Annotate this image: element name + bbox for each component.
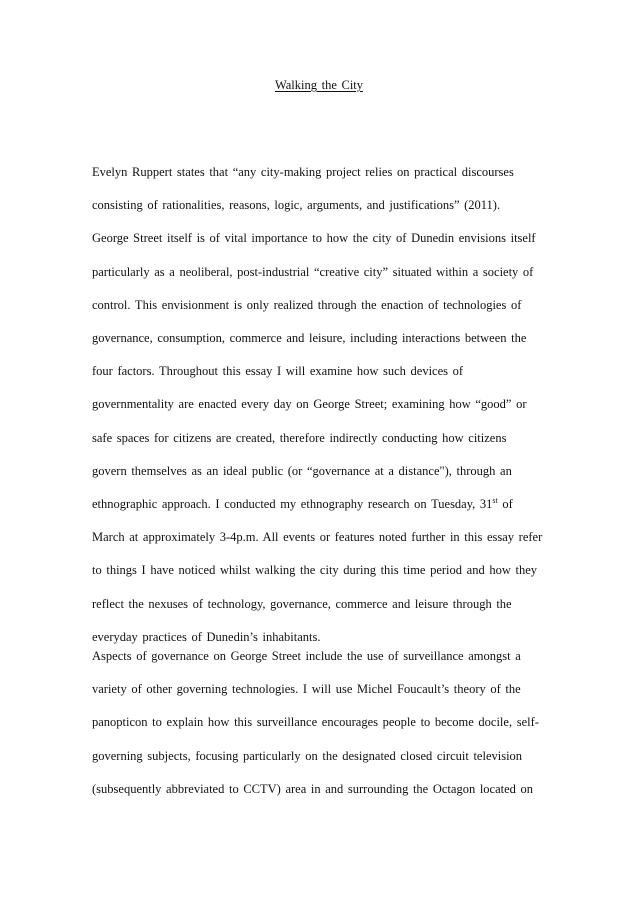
paragraph-line: Aspects of governance on George Street include the use of surveillance amongst a — [92, 649, 521, 663]
paragraph-line: to things I have noticed whilst walking the city during this time period and how they — [92, 563, 537, 578]
line-text: ethnographic approach. I conducted my ethnography research on Tuesday, 31 — [92, 497, 493, 512]
paragraph-line: variety of other governing technologies. I will use Michel Foucault’s theory of the — [92, 682, 521, 697]
ordinal-superscript: st — [492, 496, 498, 506]
paragraph-line: everyday practices of Dunedin’s inhabitants. — [92, 629, 321, 644]
paragraph-line: safe spaces for citizens are created, therefore indirectly conducting how citizens — [92, 430, 507, 445]
paragraph-line: governmentality are enacted every day on George Street; examining how “good” or — [92, 397, 527, 412]
paragraph-line: four factors. Throughout this essay I will examine how such devices of — [92, 364, 464, 379]
paragraph-line: governance, consumption, commerce and leisure, including interactions between the — [92, 331, 527, 346]
paragraph-line: (subsequently abbreviated to CCTV) area in and surrounding the Octagon located on — [92, 781, 534, 796]
paragraph-line: panopticon to explain how this surveillance encourages people to become docile, self- — [92, 715, 539, 730]
document-title: Walking the City — [274, 78, 364, 92]
paragraph-2 — [92, 640, 552, 806]
paragraph-line-with-superscript — [92, 488, 552, 521]
paragraph-line: Evelyn Ruppert states that “any city-making project relies on practical discourses — [92, 165, 514, 179]
paragraph-line: governing subjects, focusing particularly on the designated closed circuit television — [92, 748, 523, 763]
paragraph-line: consisting of rationalities, reasons, logic, arguments, and justifications” (2011). — [92, 198, 501, 213]
paragraph-1 — [92, 156, 552, 654]
line-text: of — [497, 497, 513, 512]
paragraph-line: reflect the nexuses of technology, governance, commerce and leisure through the — [92, 596, 512, 611]
paragraph-line: George Street itself is of vital importance to how the city of Dunedin envisions itself — [92, 231, 536, 246]
paragraph-line: govern themselves as an ideal public (or “governance at a distance"), through an — [92, 463, 512, 478]
paragraph-line: particularly as a neoliberal, post-industrial “creative city” situated within a society of — [92, 264, 534, 279]
paragraph-line: March at approximately 3-4p.m. All events or features noted further in this essay refer — [92, 530, 543, 545]
paragraph-line: control. This envisionment is only realized through the enaction of technologies of — [92, 297, 522, 312]
